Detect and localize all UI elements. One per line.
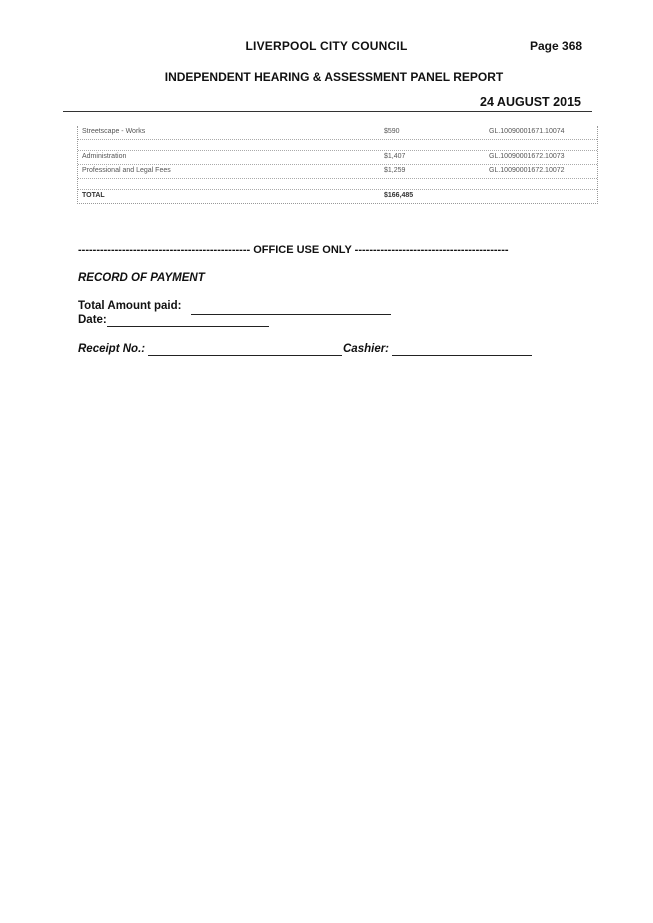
total-amount-paid-field[interactable] [191,314,391,315]
office-use-divider: ----------------------------------------------- OFFICE USE ONLY ------------------------------------------ [78,244,509,256]
fee-description: Administration [82,153,127,160]
fee-description: Professional and Legal Fees [82,167,171,174]
report-date: 24 AUGUST 2015 [480,95,581,109]
council-name: LIVERPOOL CITY COUNCIL [245,39,408,53]
receipt-number-label: Receipt No.: [78,343,146,355]
fee-amount: $1,259 [384,167,406,174]
table-row [78,164,597,178]
date-field[interactable] [107,326,269,327]
table-row [78,150,597,164]
fee-amount: $1,407 [384,153,406,160]
total-amount: $166,485 [384,192,414,199]
total-label: TOTAL [82,192,105,199]
table-row-total [78,189,597,203]
table-row-empty [78,178,597,189]
fee-gl-code: GL.10090001672.10073 [489,153,565,160]
table-row-empty [78,139,597,150]
report-title: INDEPENDENT HEARING & ASSESSMENT PANEL REPORT [164,70,504,84]
total-amount-paid-label: Total Amount paid: [78,300,182,312]
fee-table [77,126,598,204]
fee-description: Streetscape - Works [82,128,146,135]
page-number: Page 368 [530,39,583,53]
header-rule [63,111,592,112]
date-label: Date: [78,314,107,326]
record-of-payment-heading: RECORD OF PAYMENT [78,272,205,284]
cashier-label: Cashier: [343,343,390,355]
fee-gl-code: GL.10090001671.10074 [489,128,565,135]
fee-gl-code: GL.10090001672.10072 [489,167,565,174]
cashier-field[interactable] [392,355,532,356]
fee-amount: $590 [384,128,400,135]
table-row [78,126,597,139]
receipt-number-field[interactable] [148,355,342,356]
